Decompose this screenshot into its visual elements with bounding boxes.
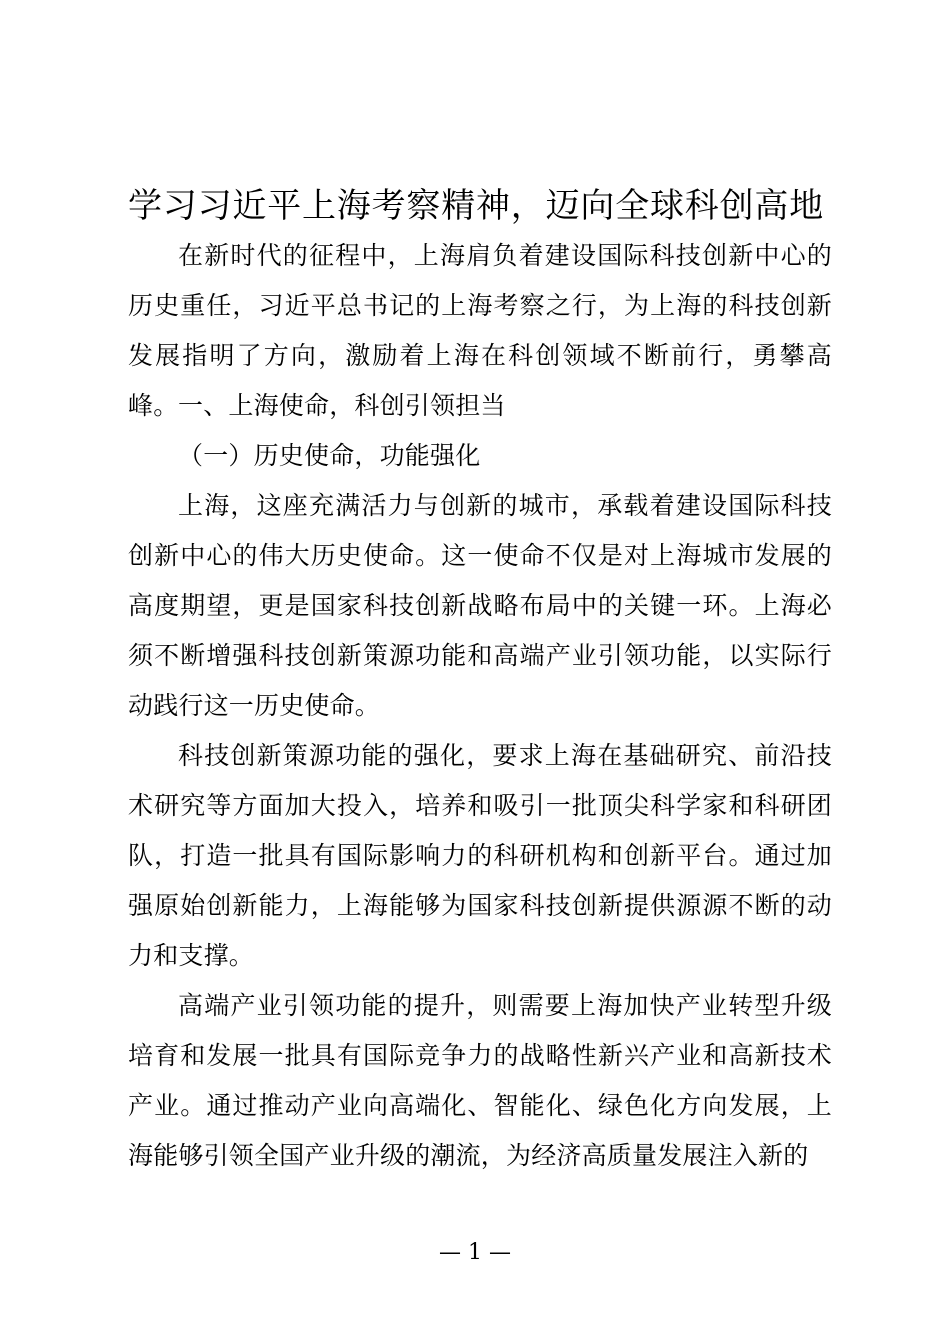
body-paragraph: 科技创新策源功能的强化，要求上海在基础研究、前沿技术研究等方面加大投入，培养和吸引一批顶尖科学家和科研团队，打造一批具有国际影响力的科研机构和创新平台。通过加强原始创新能力，上海能够为国家科技创新提供源源不断的动力和支撑。: [128, 741, 832, 970]
body-paragraph: 上海，这座充满活力与创新的城市，承载着建设国际科技创新中心的伟大历史使命。这一使命不仅是对上海城市发展的高度期望，更是国家科技创新战略布局中的关键一环。上海必须不断增强科技创新策源功能和高端产业引领功能，以实际行动践行这一历史使命。: [128, 491, 832, 720]
intro-paragraph: 在新时代的征程中，上海肩负着建设国际科技创新中心的历史重任，习近平总书记的上海考察之行，为上海的科技创新发展指明了方向，激励着上海在科创领域不断前行，勇攀高峰。: [128, 241, 832, 420]
subsection-heading: （一）历史使命，功能强化: [178, 441, 481, 470]
section-heading: 一、上海使命，科创引领担当: [178, 391, 506, 420]
document-title: 学习习近平上海考察精神，迈向全球科创高地: [128, 186, 824, 226]
body-paragraph: 高端产业引领功能的提升，则需要上海加快产业转型升级培育和发展一批具有国际竞争力的战略性新兴产业和高新技术产业。通过推动产业向高端化、智能化、绿色化方向发展，上海能够引领全国产业升级的潮流，为经济高质量发展注入新的: [128, 991, 832, 1170]
page-number: — 1 —: [439, 1240, 511, 1265]
